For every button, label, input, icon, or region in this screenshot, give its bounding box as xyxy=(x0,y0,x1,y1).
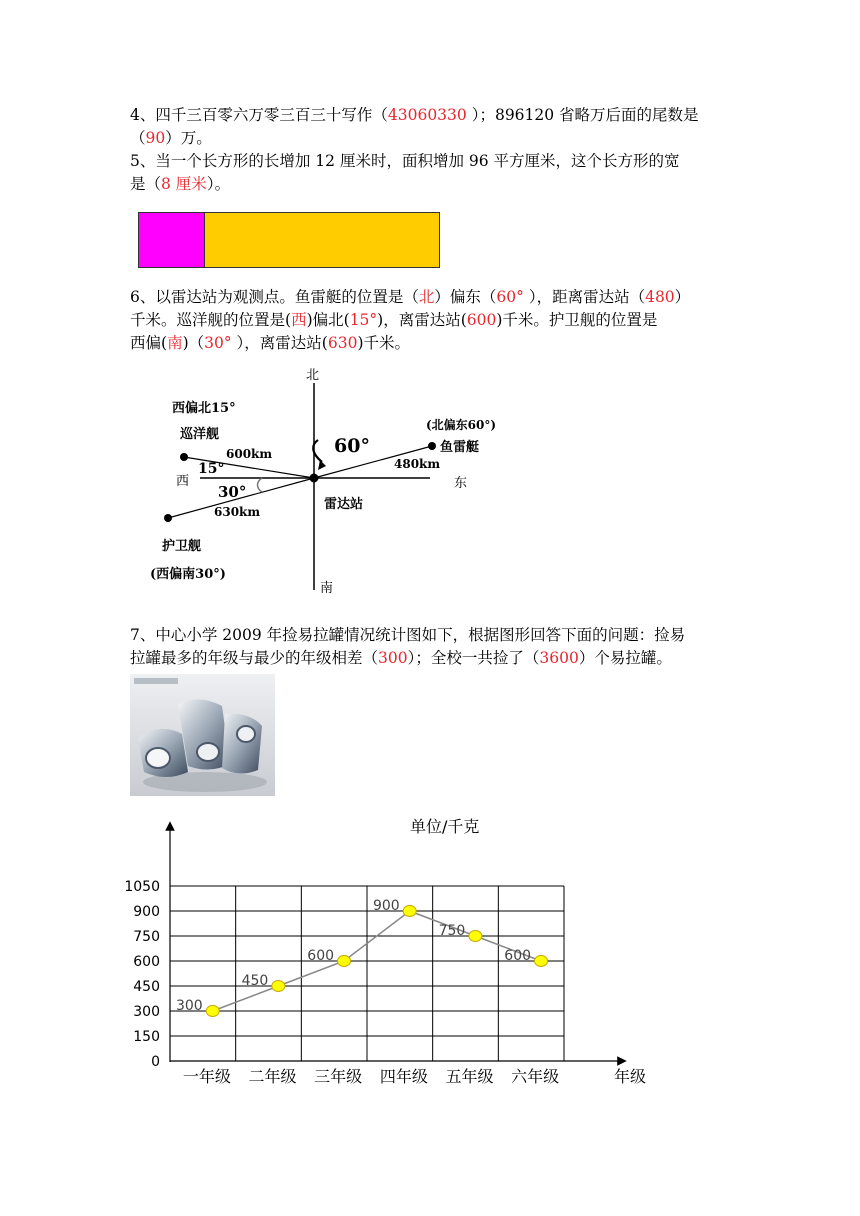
chart-grid xyxy=(170,886,564,1061)
data-point xyxy=(272,981,285,992)
q4-text: 4、四千三百零六万零三百三十写作（ xyxy=(130,106,388,124)
angle30-label: 30° xyxy=(218,483,247,501)
q6-answer-8: 30° xyxy=(204,334,232,352)
north-label: 北 xyxy=(306,368,320,383)
data-point xyxy=(535,956,548,967)
escort-distance-label: 630km xyxy=(214,505,261,519)
value-label: 600 xyxy=(504,948,532,964)
y-tick-label: 1050 xyxy=(124,879,160,895)
y-tick-labels xyxy=(124,879,160,1070)
cruiser-label: 巡洋舰 xyxy=(180,427,220,442)
q7-answer-1: 300 xyxy=(378,649,408,667)
y-tick-label: 150 xyxy=(133,1029,160,1045)
q6-answer-1: 北 xyxy=(418,288,435,306)
q4-answer-2: 90 xyxy=(145,129,166,147)
value-label: 750 xyxy=(438,923,466,939)
q6-answer-5: 15° xyxy=(349,311,378,329)
q6-answer-9: 630 xyxy=(327,334,358,352)
cruiser-distance-label: 600km xyxy=(226,447,273,461)
east-label: 东 xyxy=(454,476,468,491)
data-point xyxy=(403,906,416,917)
q4-text: ）；896120 省略万后面的尾数是 xyxy=(466,106,699,124)
x-tick-label: 一年级 xyxy=(182,1067,231,1086)
x-tick-label: 二年级 xyxy=(248,1067,297,1086)
q7-answer-2: 3600 xyxy=(539,649,579,667)
y-tick-label: 750 xyxy=(133,929,160,945)
x-axis-label: 年级 xyxy=(614,1067,647,1086)
q6-text: )千米。 xyxy=(357,334,411,352)
data-point xyxy=(338,956,351,967)
q6-text: ），距离雷达站（ xyxy=(523,288,646,306)
q4-text: ）万。 xyxy=(165,129,212,147)
y-tick-label: 900 xyxy=(133,904,160,920)
y-tick-label: 450 xyxy=(133,979,160,995)
data-point xyxy=(469,931,482,942)
south-label: 南 xyxy=(320,581,334,596)
q6-text: ），离雷达站( xyxy=(231,334,328,352)
q6-answer-6: 600 xyxy=(466,311,497,329)
q5-text: 是（ xyxy=(130,175,162,193)
value-label: 900 xyxy=(372,898,400,914)
x-tick-label: 五年级 xyxy=(445,1067,494,1086)
angle15-label: 15° xyxy=(198,461,225,477)
q5-text: ）。 xyxy=(206,175,231,193)
value-label: 450 xyxy=(241,973,269,989)
q5-answer: 8 厘米 xyxy=(161,175,207,193)
torpedo-label: 鱼雷艇 xyxy=(440,440,480,455)
q7-text: ）；全校一共捡了（ xyxy=(407,649,540,667)
value-labels xyxy=(176,898,531,1014)
q6-text: )，离雷达站( xyxy=(377,311,467,329)
q7-text: 7、中心小学 2009 年捡易拉罐情况统计图如下，根据图形回答下面的问题：捡易 xyxy=(130,626,686,644)
data-point xyxy=(206,1006,219,1017)
q6-text: ） xyxy=(674,288,691,306)
q7-text: 拉罐最多的年级与最少的年级相差（ xyxy=(130,649,379,667)
cruiser-direction-label: 西偏北15° xyxy=(172,401,236,416)
x-tick-label: 六年级 xyxy=(511,1067,560,1086)
chart-title: 单位/千克 xyxy=(410,817,480,836)
escort-label: 护卫舰 xyxy=(162,539,202,554)
x-tick-label: 四年级 xyxy=(379,1067,428,1086)
q6-text: 西偏( xyxy=(130,334,168,352)
y-tick-label: 300 xyxy=(133,1004,160,1020)
value-label: 300 xyxy=(175,998,203,1014)
q6-text: )千米。护卫舰的位置是 xyxy=(496,311,658,329)
q6-text: ）偏东（ xyxy=(434,288,497,306)
q6-text: 6、以雷达站为观测点。鱼雷艇的位置是（ xyxy=(130,288,419,306)
q6-answer-2: 60° xyxy=(496,288,524,306)
q6-answer-4: 西 xyxy=(291,311,307,329)
q5-text: 5、当一个长方形的长增加 12 厘米时，面积增加 96 平方厘米，这个长方形的宽 xyxy=(130,152,680,170)
y-tick-label: 0 xyxy=(151,1054,160,1070)
escort-direction-label: (西偏南30°) xyxy=(150,567,226,582)
value-label: 600 xyxy=(307,948,335,964)
west-label: 西 xyxy=(176,474,190,489)
q6-text: )偏北( xyxy=(306,311,350,329)
q4-answer-1: 43060330 xyxy=(387,106,467,124)
y-tick-label: 600 xyxy=(133,954,160,970)
q6-text: )（ xyxy=(182,334,205,352)
x-tick-labels xyxy=(183,1067,559,1086)
q6-answer-7: 南 xyxy=(167,334,183,352)
x-tick-label: 三年级 xyxy=(314,1067,363,1086)
q7-text: ）个易拉罐。 xyxy=(578,649,672,667)
angle60-label: 60° xyxy=(334,435,370,457)
radar-label: 雷达站 xyxy=(324,497,364,512)
q6-text: 千米。巡洋舰的位置是( xyxy=(130,311,292,329)
torpedo-distance-label: 480km xyxy=(394,457,441,471)
q6-answer-3: 480 xyxy=(645,288,675,306)
q4-text: （ xyxy=(130,129,146,147)
torpedo-direction-label: (北偏东60°) xyxy=(426,418,497,432)
